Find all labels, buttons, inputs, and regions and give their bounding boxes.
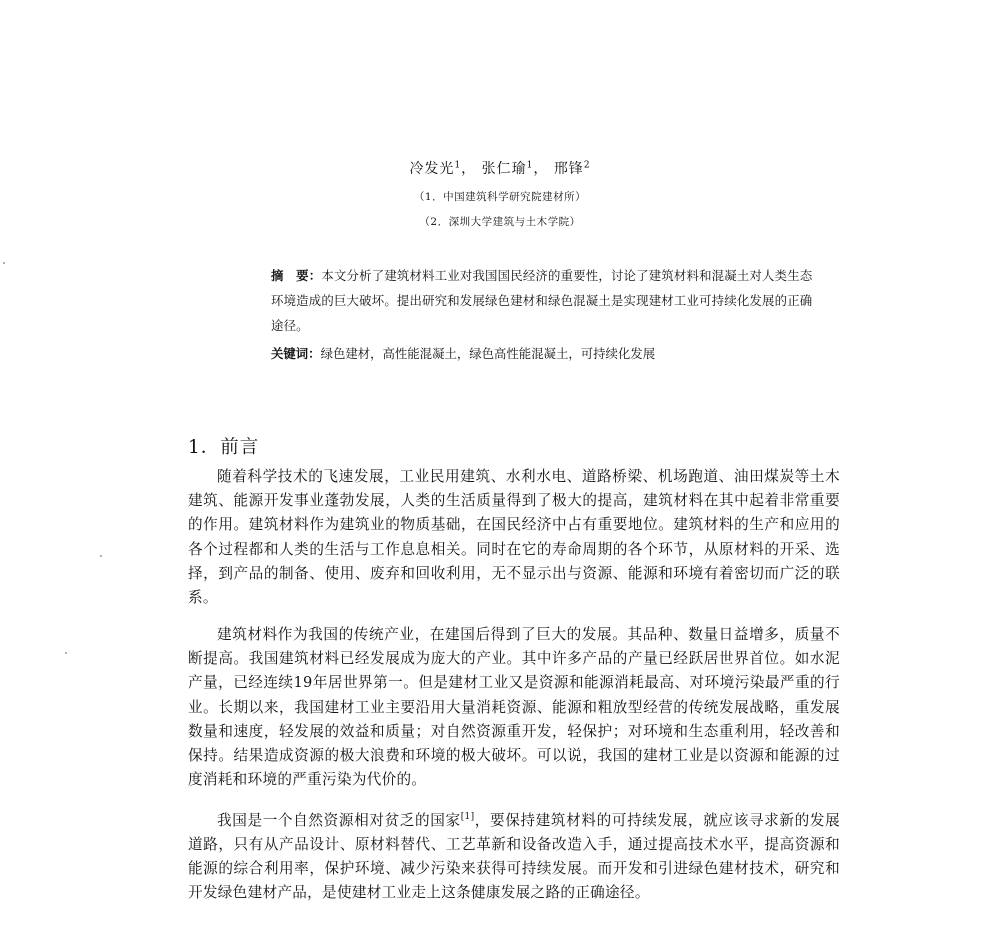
abstract-text: 本文分析了建筑材料工业对我国国民经济的重要性，讨论了建筑材料和混凝土对人类生态环境造成的巨大破坏。提出研究和发展绿色建材和绿色混凝土是实现建材工业可持续化发展的正确途径。	[271, 268, 813, 333]
author-name: 张仁瑜	[481, 161, 527, 177]
abstract	[271, 263, 819, 338]
body-paragraph-1: 随着科学技术的飞速发展，工业民用建筑、水利水电、道路桥梁、机场跑道、油田煤炭等土木建筑、能源开发事业蓬勃发展，人类的生活质量得到了极大的提高，建筑材料在其中起着非常重要的作用。建筑材料作为建筑业的物质基础，在国民经济中占有重要地位。建筑材料的生产和应用的各个过程都和人类的生活与工作息息相关。同时在它的寿命周期的各个环节，从原材料的开采、选择，到产品的制备、使用、废弃和回收利用，无不显示出与资源、能源和环境有着密切而广泛的联系。	[188, 468, 840, 607]
author-name: 邢锋	[553, 161, 584, 177]
scan-speck	[3, 262, 5, 264]
keywords-label: 关键词：	[271, 346, 321, 361]
author-line	[0, 158, 1000, 178]
abstract-label: 摘 要：	[271, 268, 322, 283]
keywords-text: 绿色建材，高性能混凝土，绿色高性能混凝土，可持续化发展	[320, 346, 656, 361]
citation-ref: [1]	[460, 812, 475, 822]
author-separator: ，	[533, 161, 549, 177]
author-name: 冷发光	[409, 161, 455, 177]
author-affil-mark: 1	[454, 160, 462, 171]
affiliation-1: （1．中国建筑科学研究院建材所）	[413, 191, 587, 203]
paragraph-text: 我国是一个自然资源相对贫乏的国家	[217, 811, 461, 829]
affiliation-2: （2．深圳大学建筑与土木学院）	[419, 216, 581, 228]
section-heading: 1．前言	[188, 437, 260, 458]
body-paragraph-3	[188, 805, 840, 906]
keywords	[271, 341, 819, 366]
paragraph-text: ，要保持建筑材料的可持续发展，就应该寻求新的发展道路，只有从产品设计、原材料替代、工艺革新和设备改造入手，通过提高技术水平，提高资源和能源的综合利用率，保护环境、减少污染来获得可持续发展。而开发和引进绿色建材技术，研究和开发绿色建材产品，是使建材工业走上这条健康发展之路的正确途径。	[188, 811, 840, 902]
body-paragraph-2: 建筑材料作为我国的传统产业，在建国后得到了巨大的发展。其品种、数量日益增多，质量不断提高。我国建筑材料已经发展成为庞大的产业。其中许多产品的产量已经跃居世界首位。如水泥产量，已经连续19年居世界第一。但是建材工业又是资源和能源消耗最高、对环境污染最严重的行业。长期以来，我国建材工业主要沿用大量消耗资源、能源和粗放型经营的传统发展战略，重发展数量和速度，轻发展的效益和质量；对自然资源重开发，轻保护；对环境和生态重利用，轻改善和保持。结果造成资源的极大浪费和环境的极大破坏。可以说，我国的建材工业是以资源和能源的过度消耗和环境的严重污染为代价的。	[188, 626, 840, 789]
scan-speck	[100, 555, 102, 557]
author-affil-mark: 2	[583, 160, 591, 171]
author-affil-mark: 1	[526, 160, 534, 171]
author-separator: ，	[461, 161, 477, 177]
scan-speck	[65, 652, 67, 654]
